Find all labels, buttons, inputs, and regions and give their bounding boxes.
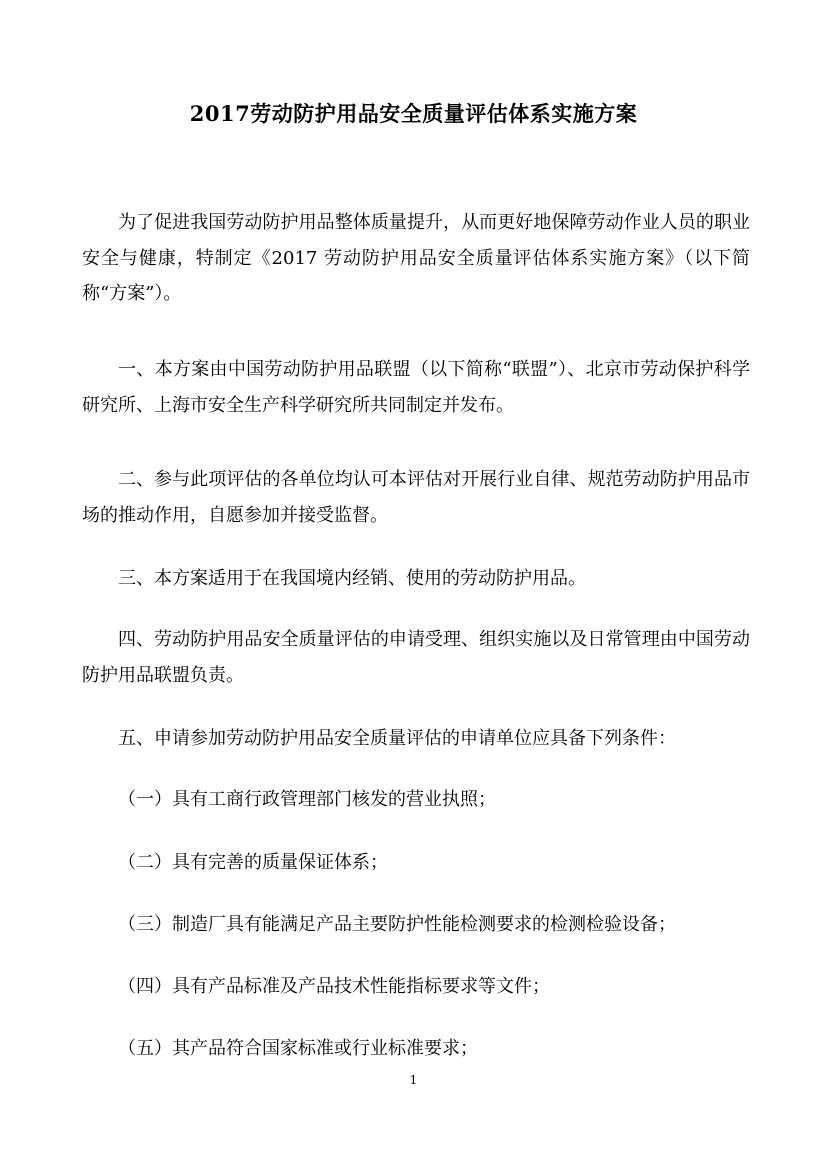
section-5-paragraph: 五、申请参加劳动防护用品安全质量评估的申请单位应具备下列条件：: [118, 728, 676, 749]
document-title: 2017劳动防护用品安全质量评估体系实施方案: [189, 101, 638, 126]
intro-paragraph: 为了促进我国劳动防护用品整体质量提升，从而更好地保障劳动作业人员的职业安全与健康，特制定《2017 劳动防护用品安全质量评估体系实施方案》（以下简称“方案”）。: [82, 212, 750, 304]
condition-item-5: （五）其产品符合国家标准或行业标准要求；: [118, 1038, 478, 1059]
section-4-paragraph: 四、劳动防护用品安全质量评估的申请受理、组织实施以及日常管理由中国劳动防护用品联盟负责。: [82, 629, 750, 686]
section-1-paragraph: 一、本方案由中国劳动防护用品联盟（以下简称“联盟”）、北京市劳动保护科学研究所、上海市安全生产科学研究所共同制定并发布。: [82, 359, 750, 416]
section-2-paragraph: 二、参与此项评估的各单位均认可本评估对开展行业自律、规范劳动防护用品市场的推动作用，自愿参加并接受监督。: [82, 469, 750, 526]
condition-item-3: （三）制造厂具有能满足产品主要防护性能检测要求的检测检验设备；: [118, 914, 676, 935]
condition-item-1: （一）具有工商行政管理部门核发的营业执照；: [118, 789, 496, 810]
condition-item-2: （二）具有完善的质量保证体系；: [118, 852, 388, 873]
section-3-paragraph: 三、本方案适用于在我国境内经销、使用的劳动防护用品。: [118, 568, 586, 589]
condition-item-4: （四）具有产品标准及产品技术性能指标要求等文件；: [118, 976, 550, 997]
page-number: 1: [409, 1073, 418, 1087]
